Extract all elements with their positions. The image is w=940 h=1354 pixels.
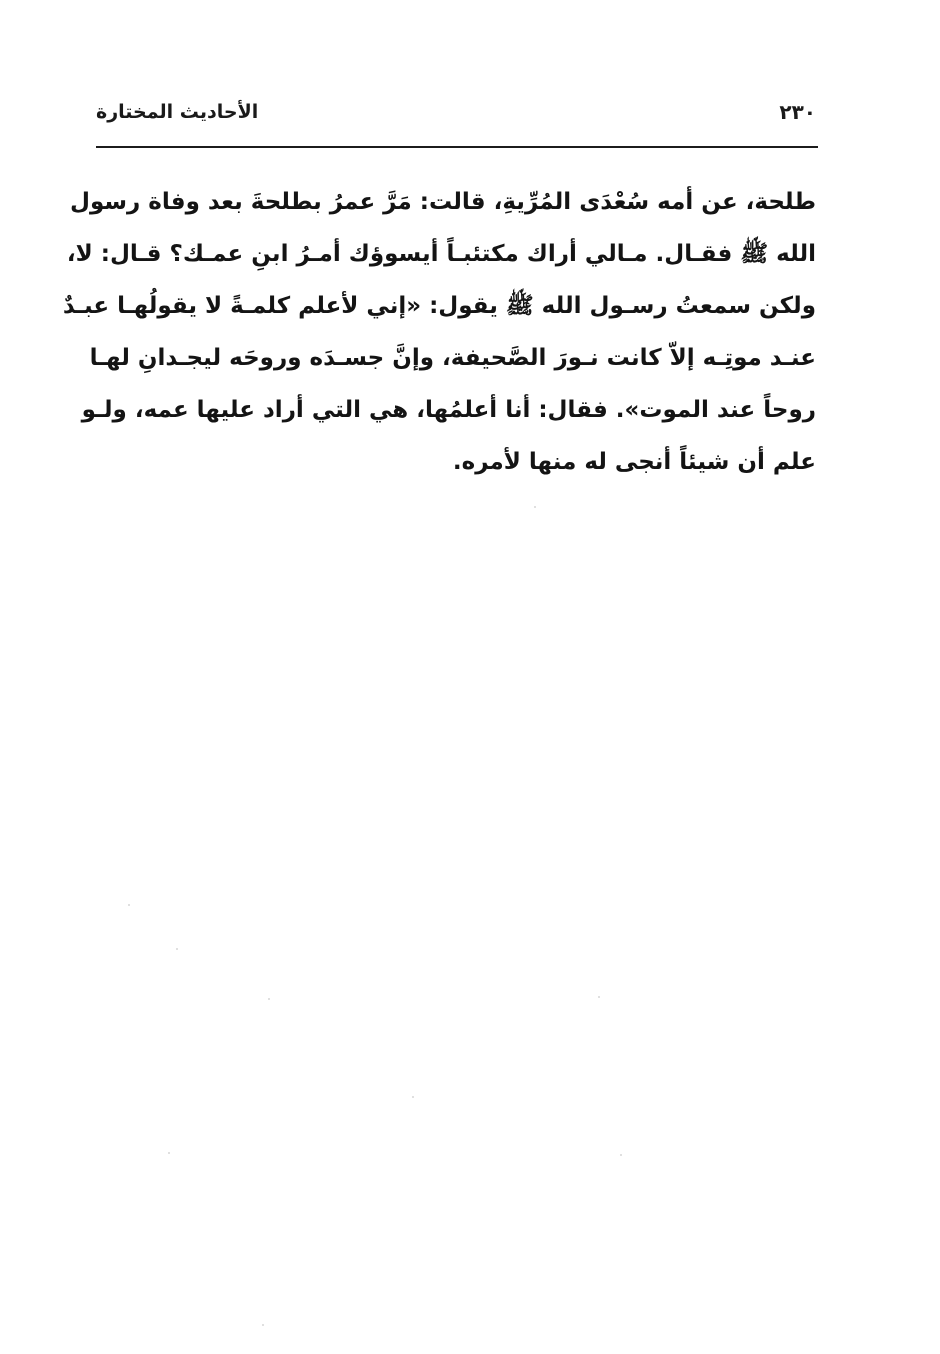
text-line: علم أن شيئاً أنجى له منها لأمره. bbox=[452, 449, 816, 475]
text-line: طلحة، عن أمه سُعْدَى المُرِّيةِ، قالت: مَرَّ عمرُ بطلحةَ بعد وفاة رسول bbox=[70, 189, 816, 215]
scan-speck bbox=[128, 904, 130, 906]
page-number: ٢٣٠ bbox=[779, 100, 816, 124]
text-line: الله ﷺ فقـال. مـالي أراك مكتئبـاً أيسوؤك أمـرُ ابنِ عمـك؟ قـال: لا، bbox=[66, 241, 816, 267]
scan-speck bbox=[168, 1152, 170, 1154]
running-title: الأحاديث المختارة bbox=[96, 101, 259, 123]
scan-speck bbox=[176, 948, 178, 950]
scan-speck bbox=[534, 506, 536, 508]
running-header bbox=[96, 92, 816, 132]
scan-speck bbox=[262, 1324, 264, 1326]
text-line: روحاً عند الموت». فقال: أنا أعلمُها، هي التي أراد عليها عمه، ولـو bbox=[81, 397, 816, 423]
scan-speck bbox=[412, 1096, 414, 1098]
scan-speck bbox=[620, 1154, 622, 1156]
body-paragraph bbox=[62, 176, 816, 488]
header-divider bbox=[96, 146, 818, 148]
text-line: عنـد موتِـه إلاّ كانت نـورَ الصَّحيفة، وإنَّ جسـدَه وروحَه ليجـدانِ لهـا bbox=[89, 345, 816, 371]
scan-speck bbox=[598, 996, 600, 998]
scan-speck bbox=[268, 998, 270, 1000]
text-line: ولكن سمعتُ رسـول الله ﷺ يقول: «إني لأعلم كلمـةً لا يقولُهـا عبـدٌ bbox=[62, 293, 816, 319]
